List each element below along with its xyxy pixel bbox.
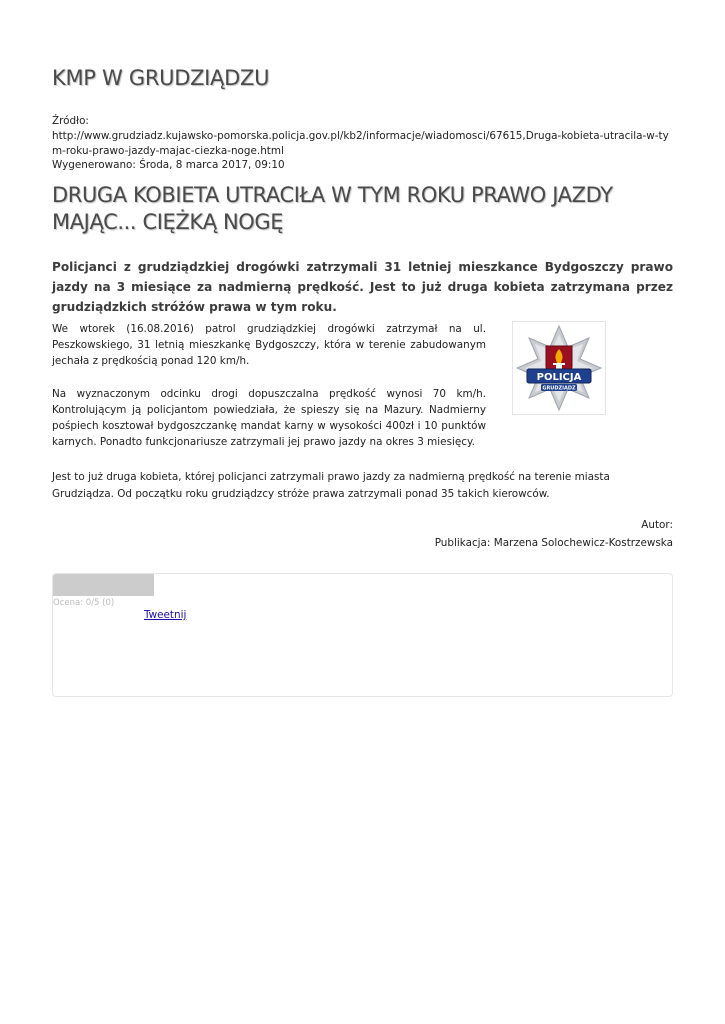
source-label: Źródło: bbox=[52, 115, 89, 127]
source-url: http://www.grudziadz.kujawsko-pomorska.policja.gov.pl/kb2/informacje/wiadomosci/67615,Druga-kobieta-utracila-w-tym-roku-prawo-jazdy-majac-ciezka-noge.html bbox=[52, 129, 669, 157]
rating-text: Ocena: 0/5 (0) bbox=[53, 598, 115, 608]
author-block bbox=[435, 516, 673, 552]
police-badge-image bbox=[512, 321, 606, 415]
article-paragraph-3: Jest to już druga kobieta, której policjanci zatrzymali prawo jazdy za nadmierną prędkość na terenie miasta Grudziądza. Od początku roku grudziądzcy stróże prawa zatrzymali ponad 35 takich kierowców. bbox=[52, 471, 610, 500]
badge-text-sub: GRUDZIĄDZ bbox=[542, 385, 576, 392]
badge-text-main: POLICJA bbox=[536, 372, 582, 383]
publication-author: Publikacja: Marzena Solochewicz-Kostrzewska bbox=[434, 537, 673, 549]
source-block bbox=[52, 114, 673, 173]
article-paragraph-1: We wtorek (16.08.2016) patrol grudziądzkiej drogówki zatrzymał na ul. Peszkowskiego, 31 letnią mieszkankę Bydgoszczy, która w terenie zabudowanym jechała z prędkością ponad 120 km/h. bbox=[52, 323, 486, 367]
police-star-badge-icon bbox=[513, 322, 605, 414]
rating-box bbox=[52, 573, 673, 697]
article-lead: Policjanci z grudziądzkiej drogówki zatrzymali 31 letniej mieszkance Bydgoszczy prawo jazdy na 3 miesiące za nadmierną prędkość. Jest to już druga kobieta zatrzymana przez grudziądzkich stróżów prawa w tym roku. bbox=[52, 260, 673, 314]
site-title: KMP W GRUDZIĄDZU bbox=[52, 66, 270, 90]
article-title: DRUGA KOBIETA UTRACIŁA W TYM ROKU PRAWO JAZDY MAJĄC... CIĘŻKĄ NOGĘ bbox=[52, 183, 613, 234]
tweet-link[interactable]: Tweetnij bbox=[144, 609, 187, 621]
author-label: Autor: bbox=[641, 519, 673, 531]
article-paragraph-2: Na wyznaczonym odcinku drogi dopuszczalna prędkość wynosi 70 km/h. Kontrolującym ją policjantom powiedziała, że spieszy się na Mazury. Nadmierny pośpiech kosztował bydgoszczankę mandat karny w wysokości 400zł i 10 punktów karnych. Ponadto funkcjonariusze zatrzymali jej prawo jazdy na okres 3 miesięcy. bbox=[52, 388, 486, 448]
rating-stars-bar[interactable] bbox=[53, 574, 154, 596]
generated-date: Wygenerowano: Środa, 8 marca 2017, 09:10 bbox=[52, 159, 285, 172]
